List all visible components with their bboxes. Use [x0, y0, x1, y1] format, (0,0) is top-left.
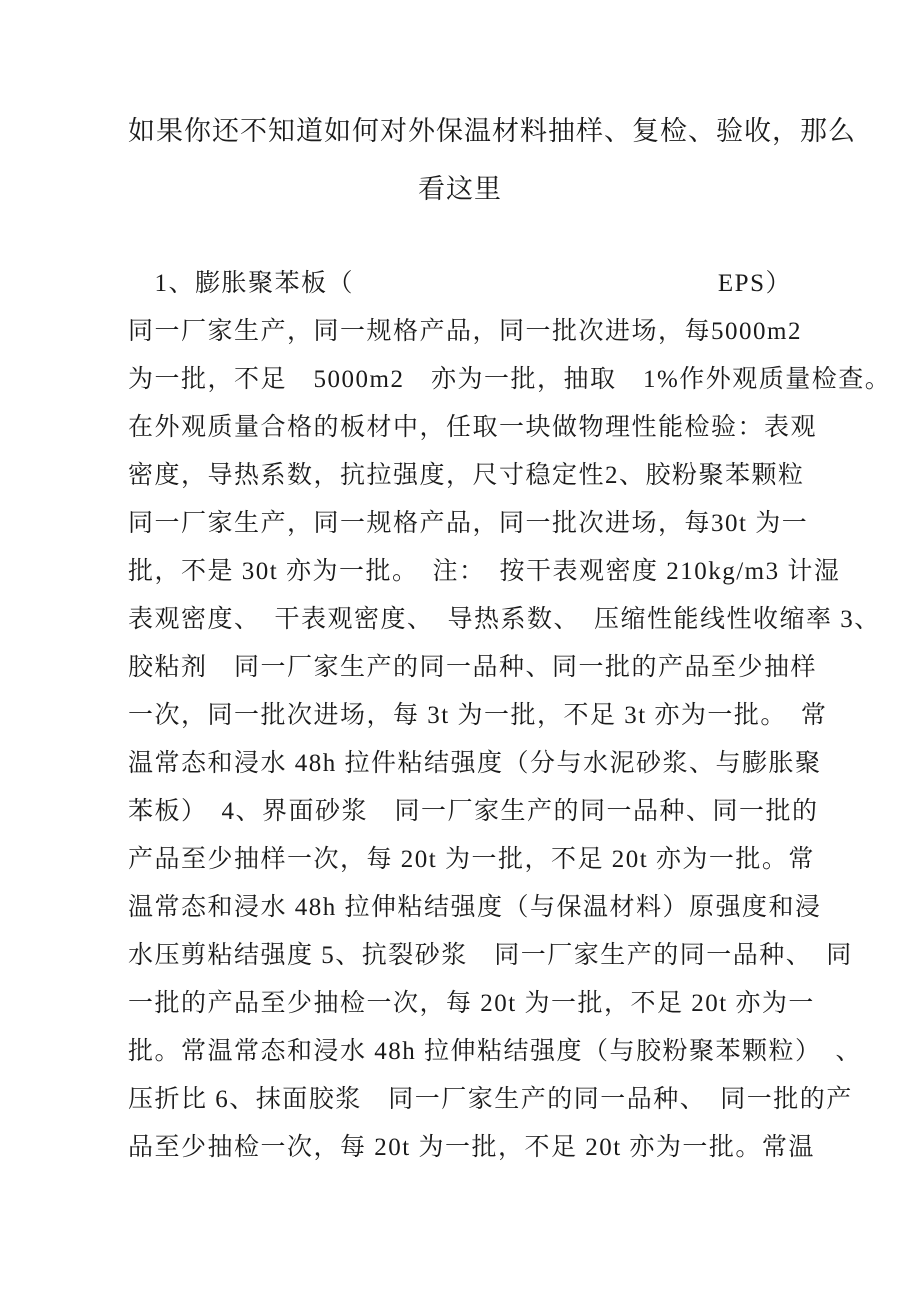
doc-line-text: 胶粘剂 同一厂家生产的同一品种、同一批的产品至少抽样 — [128, 654, 818, 681]
doc-line — [128, 932, 853, 980]
doc-line — [128, 500, 809, 548]
doc-line-text: 水压剪粘结强度 5、抗裂砂浆 同一厂家生产的同一品种、 同 — [128, 942, 853, 969]
doc-line — [128, 644, 818, 692]
doc-line — [128, 692, 828, 740]
doc-line — [128, 980, 815, 1028]
doc-line — [128, 596, 881, 644]
doc-line-text: 批。常温常态和浸水 48h 拉伸粘结强度（与胶粉聚苯颗粒） 、 — [128, 1038, 863, 1065]
document-body — [128, 260, 892, 1172]
doc-line-text: 一次，同一批次进场，每 3t 为一批，不足 3t 亦为一批。 常 — [128, 702, 828, 729]
doc-line-text: 密度，导热系数，抗拉强度，尺寸稳定性 — [128, 462, 606, 489]
doc-line-text: 为一批，不足 5000m2 亦为一批，抽取 1%作外观质量检查。 — [128, 366, 892, 393]
doc-line-text: 表观密度、 干表观密度、 导热系数、 压缩性能线性收缩率 3、 — [128, 606, 881, 633]
doc-line — [128, 548, 841, 596]
doc-line — [128, 404, 818, 452]
doc-line — [128, 1076, 853, 1124]
doc-line — [128, 836, 815, 884]
doc-line-text: 苯板） 4、界面砂浆 同一厂家生产的同一品种、同一批的 — [128, 798, 819, 825]
doc-line — [128, 884, 822, 932]
doc-line — [128, 1124, 815, 1172]
doc-line-text: 同一厂家生产，同一规格产品，同一批次进场，每 — [128, 510, 712, 537]
doc-line-text-right: 5000m2 — [711, 318, 802, 345]
doc-line-text: 批，不是 30t 亦为一批。 注： 按干表观密度 210kg/m3 计湿 — [128, 558, 841, 585]
doc-line-text: 一批的产品至少抽检一次，每 20t 为一批，不足 20t 亦为一 — [128, 990, 815, 1017]
doc-line — [128, 356, 892, 404]
document-title — [128, 102, 856, 218]
doc-line — [128, 740, 822, 788]
doc-line-text: 品至少抽检一次，每 20t 为一批，不足 20t 亦为一批。常温 — [128, 1134, 815, 1161]
doc-line-text-right: 2、胶粉聚苯颗粒 — [605, 462, 805, 489]
doc-line-text-right: 30t 为一 — [711, 510, 809, 537]
title-line-1: 如果你还不知道如何对外保温材料抽样、复检、验收，那么 — [128, 116, 856, 146]
doc-line — [128, 1028, 863, 1076]
document-content — [128, 102, 892, 1172]
doc-line-text: 产品至少抽样一次，每 20t 为一批，不足 20t 亦为一批。常 — [128, 846, 815, 873]
title-line-2: 看这里 — [418, 174, 502, 204]
doc-line — [128, 260, 792, 308]
doc-line-text: 温常态和浸水 48h 拉伸粘结强度（与保温材料）原强度和浸 — [128, 894, 822, 921]
doc-line-text: 在外观质量合格的板材中，任取一块做物理性能检验：表观 — [128, 414, 818, 441]
doc-line — [128, 452, 805, 500]
doc-line — [128, 308, 802, 356]
doc-line-text: 温常态和浸水 48h 拉件粘结强度（分与水泥砂浆、与膨胀聚 — [128, 750, 822, 777]
doc-line-text: 压折比 6、抹面胶浆 同一厂家生产的同一品种、 同一批的产 — [128, 1086, 853, 1113]
doc-line-text: 同一厂家生产，同一规格产品，同一批次进场，每 — [128, 318, 712, 345]
doc-line — [128, 788, 819, 836]
doc-line-text-right: EPS） — [717, 270, 792, 297]
doc-line-text: 1、膨胀聚苯板（ — [128, 270, 355, 297]
